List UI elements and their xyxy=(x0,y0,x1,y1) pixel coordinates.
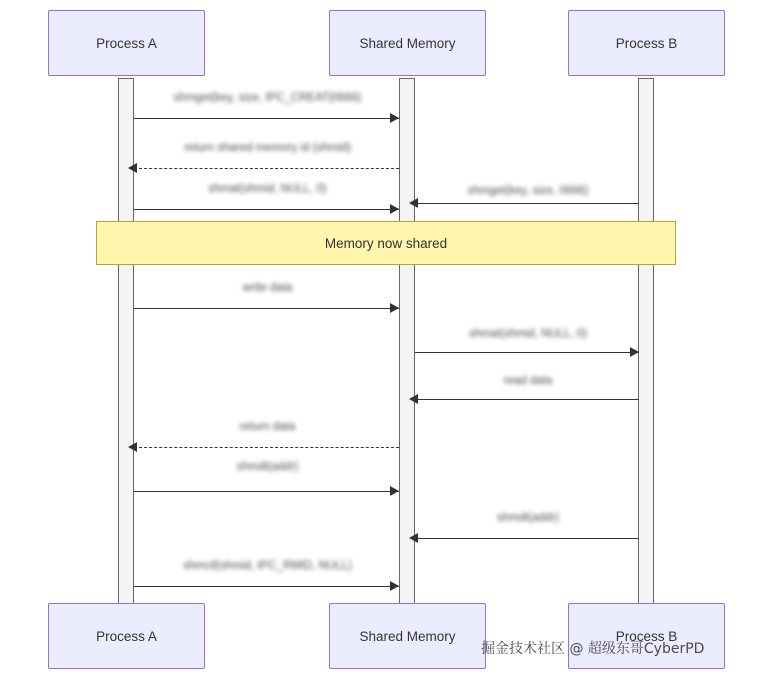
message-arrow-0 xyxy=(390,113,399,123)
actor-label-shared-memory-bottom: Shared Memory xyxy=(359,628,456,644)
activation-shared-memory xyxy=(399,78,415,606)
message-arrow-4 xyxy=(390,303,399,313)
actor-label-process-b-top: Process B xyxy=(615,35,678,51)
message-line-7 xyxy=(134,447,399,448)
actor-label-process-a-top: Process A xyxy=(96,35,157,51)
message-arrow-10 xyxy=(390,581,399,591)
message-arrow-3 xyxy=(409,198,418,208)
message-label-9: shmdt(addr) xyxy=(497,512,559,524)
message-arrow-1 xyxy=(128,163,137,173)
message-arrow-9 xyxy=(409,533,418,543)
actor-label-process-b-bottom: Process B xyxy=(615,628,678,644)
actor-label-process-a-bottom: Process A xyxy=(96,628,157,644)
activation-process-b xyxy=(638,78,654,606)
activation-process-a xyxy=(118,78,134,606)
message-arrow-5 xyxy=(630,347,639,357)
message-line-6 xyxy=(415,399,639,400)
message-arrow-7 xyxy=(128,442,137,452)
message-line-3 xyxy=(415,203,639,204)
message-arrow-2 xyxy=(390,204,399,214)
actor-box-shared-memory-bottom[interactable] xyxy=(329,603,486,669)
message-line-1 xyxy=(134,168,399,169)
message-line-10 xyxy=(134,586,399,587)
actor-box-process-a-bottom[interactable] xyxy=(48,603,205,669)
message-line-2 xyxy=(134,209,399,210)
note-memory-now-shared xyxy=(96,221,676,265)
note-label: Memory now shared xyxy=(324,235,448,251)
message-label-10: shmctl(shmid, IPC_RMID, NULL) xyxy=(183,560,352,572)
message-line-8 xyxy=(134,491,399,492)
actor-label-shared-memory-top: Shared Memory xyxy=(359,35,456,51)
message-label-7: return data xyxy=(239,421,296,433)
message-arrow-6 xyxy=(409,394,418,404)
message-line-9 xyxy=(415,538,639,539)
message-label-5: shmat(shmid, NULL, 0) xyxy=(468,328,588,340)
watermark: 掘金技术社区 @ 超级东哥CyberPD xyxy=(481,641,705,657)
message-label-0: shmget(key, size, IPC_CREAT|0666) xyxy=(173,92,362,104)
message-label-3: shmget(key, size, 0666) xyxy=(467,185,589,197)
message-label-6: read data xyxy=(503,375,553,387)
message-label-8: shmdt(addr) xyxy=(236,461,299,473)
message-line-4 xyxy=(134,308,399,309)
actor-box-process-b-bottom[interactable] xyxy=(568,603,725,669)
actor-box-shared-memory-top[interactable] xyxy=(329,10,486,76)
message-label-1: return shared memory id (shmid) xyxy=(184,142,351,154)
message-label-4: write data xyxy=(242,282,293,294)
message-label-2: shmat(shmid, NULL, 0) xyxy=(208,183,327,195)
message-arrow-8 xyxy=(390,486,399,496)
actor-box-process-b-top[interactable] xyxy=(568,10,725,76)
message-line-0 xyxy=(134,118,399,119)
actor-box-process-a-top[interactable] xyxy=(48,10,205,76)
message-line-5 xyxy=(415,352,639,353)
